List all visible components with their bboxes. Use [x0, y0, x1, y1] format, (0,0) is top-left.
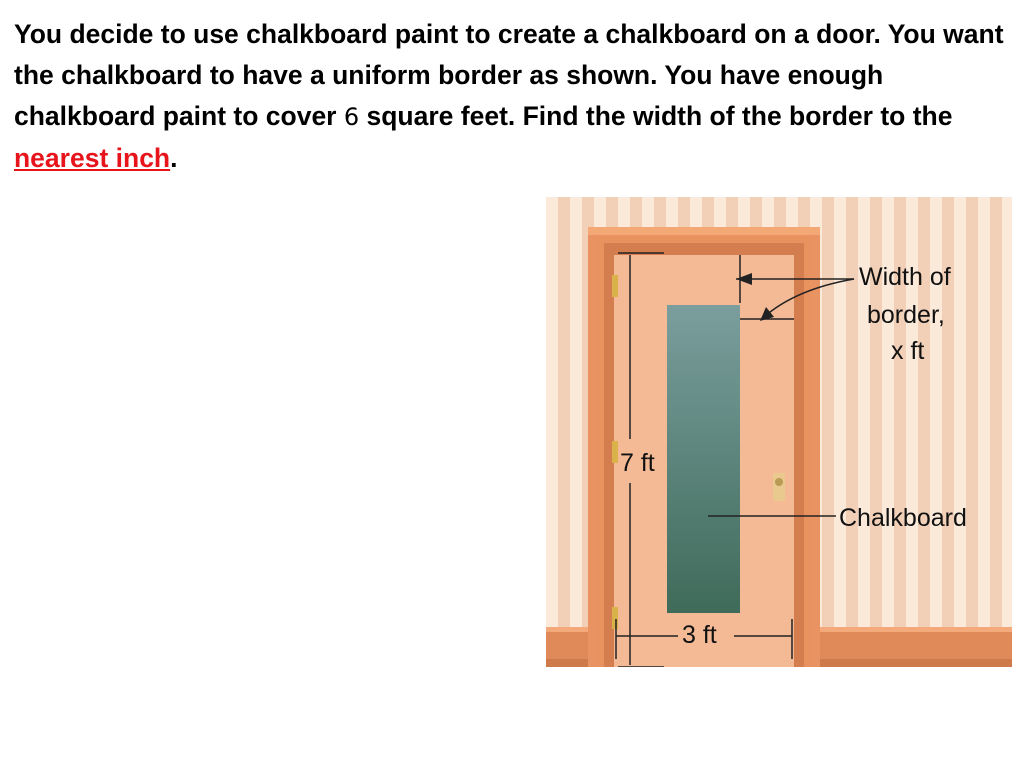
problem-text-part1: You decide to use chalkboard paint to create a chalkboard on a door. You want the chalkboard to have a uniform border as shown. You have enough chalkboard paint to cover — [14, 19, 1004, 131]
hinge-bottom — [612, 607, 618, 629]
chalkboard — [667, 305, 740, 613]
door-knob-plate — [773, 473, 785, 501]
height-label: 7 ft — [620, 449, 655, 477]
area-value: 6 — [343, 103, 360, 131]
door-knob — [775, 478, 783, 486]
problem-text-part2: square feet. Find the width of the border to the — [359, 101, 953, 131]
border-label-line2: border, — [867, 301, 945, 329]
door-diagram — [546, 197, 1012, 667]
bottom-width-label: 3 ft — [682, 621, 717, 649]
border-label-line3: x ft — [891, 337, 925, 365]
chalkboard-label: Chalkboard — [839, 504, 967, 532]
nearest-inch-link[interactable]: nearest inch — [14, 143, 171, 173]
hinge-top — [612, 275, 618, 297]
problem-text — [14, 14, 1014, 179]
end-punctuation: . — [170, 143, 178, 173]
hinge-middle — [612, 441, 618, 463]
border-label-line1: Width of — [859, 263, 951, 291]
